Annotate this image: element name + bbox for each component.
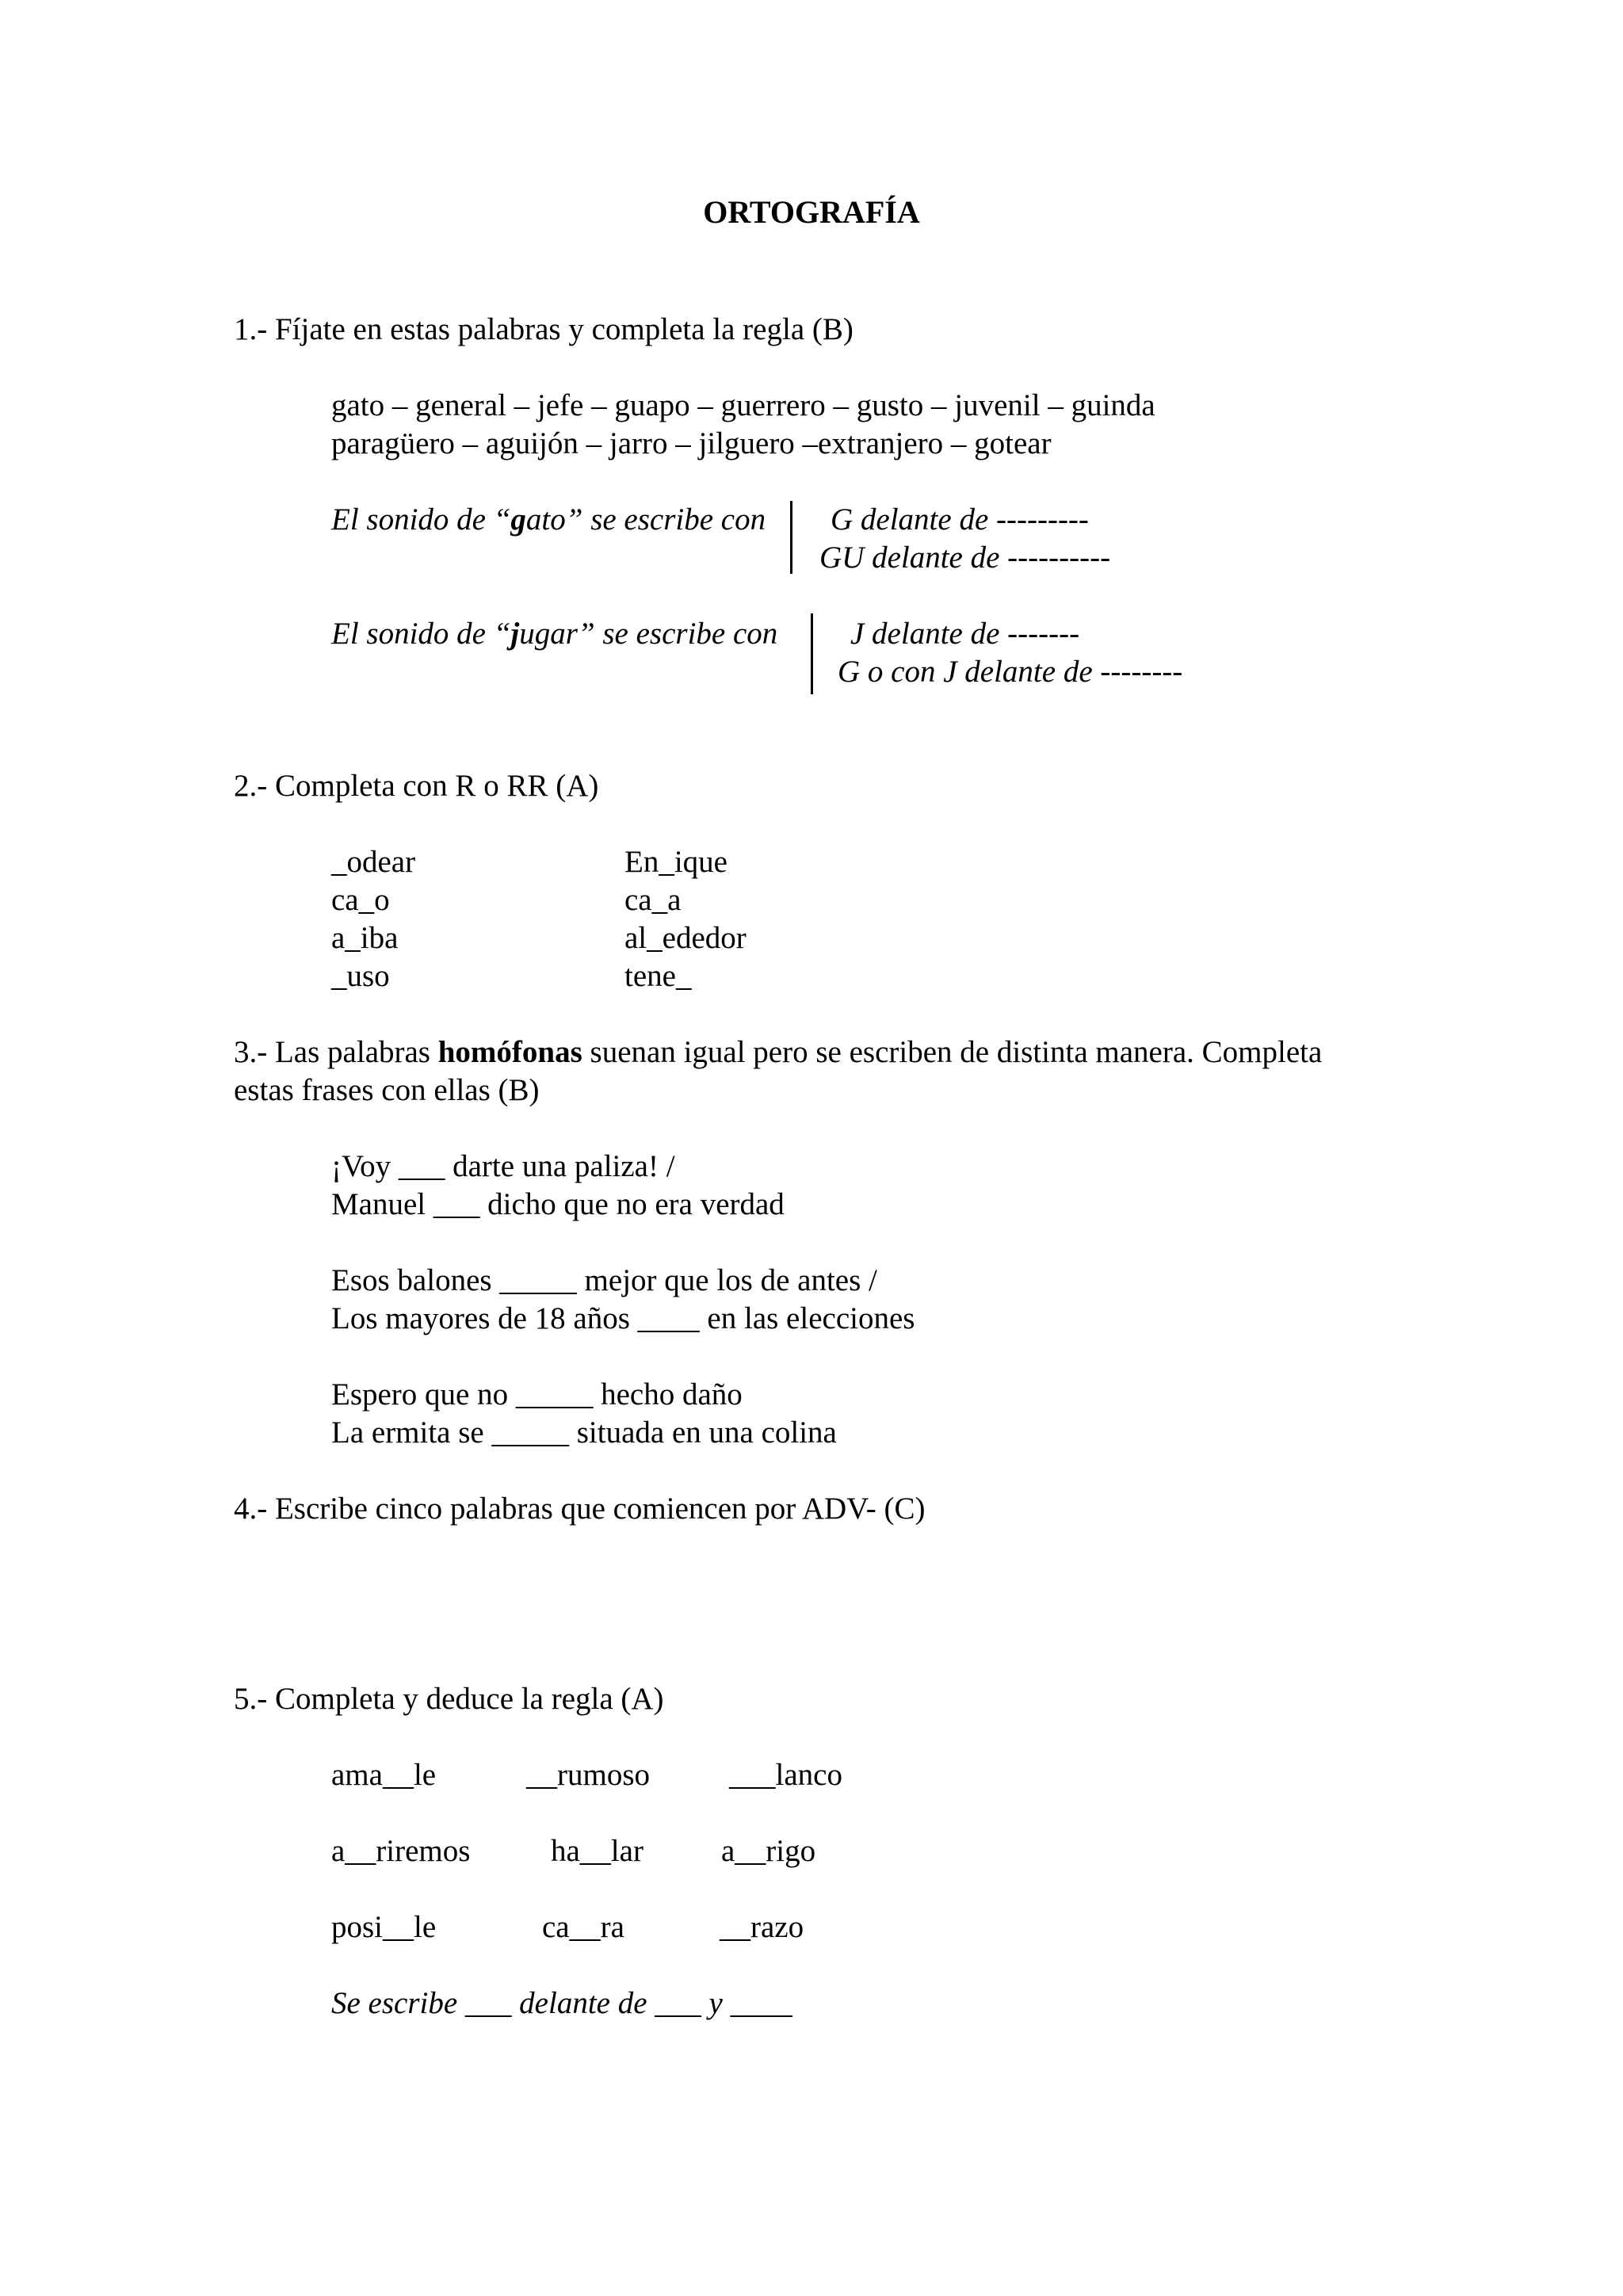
- q5-word: __rumoso: [526, 1758, 650, 1792]
- q1-rule-1-option-1: G delante de ---------: [831, 502, 1089, 537]
- q3-heading: 3.- Las palabras homófonas suenan igual pero se escriben de distinta manera. Completa: [234, 1035, 1323, 1069]
- q2-word: ca_a: [624, 883, 682, 917]
- q5-word: ama__le: [331, 1758, 437, 1792]
- q1-rule-1-option-2: GU delante de ----------: [819, 541, 1111, 575]
- q4-heading: 4.- Escribe cinco palabras que comiencen por ADV- (C): [234, 1492, 926, 1526]
- q3-heading-line-2: estas frases con ellas (B): [234, 1073, 540, 1107]
- q3-sentence: ¡Voy ___ darte una paliza! /: [331, 1149, 675, 1183]
- q3-sentence: Manuel ___ dicho que no era verdad: [331, 1187, 785, 1221]
- q1-rule-2-option-1: J delante de -------: [850, 617, 1080, 651]
- q5-word: a__rigo: [721, 1834, 816, 1868]
- q2-word: tene_: [624, 959, 692, 993]
- q3-sentence: La ermita se _____ situada en una colina: [331, 1415, 837, 1450]
- q3-sentence: Espero que no _____ hecho daño: [331, 1377, 743, 1412]
- q5-word: posi__le: [331, 1910, 437, 1944]
- page-title: ORTOGRAFÍA: [703, 194, 920, 230]
- q2-word: En_ique: [624, 845, 727, 879]
- q1-rule-1: El sonido de “gato” se escribe con: [331, 502, 766, 537]
- q1-rule-2-option-2: G o con J delante de --------: [838, 655, 1183, 689]
- q5-heading: 5.- Completa y deduce la regla (A): [234, 1682, 664, 1716]
- q2-heading: 2.- Completa con R o RR (A): [234, 769, 599, 803]
- q5-word: ha__lar: [551, 1834, 643, 1868]
- q5-word: __razo: [720, 1910, 804, 1944]
- q2-word: al_ededor: [624, 921, 747, 955]
- q5-rule: Se escribe ___ delante de ___ y ____: [331, 1986, 792, 2020]
- q1-rule-1-bracket: [790, 501, 792, 574]
- q2-word: _odear: [331, 845, 416, 879]
- q1-rule-2: El sonido de “jugar” se escribe con: [331, 617, 778, 651]
- q5-word: ___lanco: [729, 1758, 842, 1792]
- q2-word: _uso: [331, 959, 390, 993]
- q1-words-line-1: gato – general – jefe – guapo – guerrero – gusto – juvenil – guinda: [331, 388, 1155, 422]
- q3-sentence: Los mayores de 18 años ____ en las elecciones: [331, 1301, 915, 1335]
- q3-sentence: Esos balones _____ mejor que los de antes /: [331, 1263, 877, 1297]
- q5-word: a__riremos: [331, 1834, 471, 1868]
- q1-rule-2-bracket: [811, 613, 813, 694]
- q1-words-line-2: paragüero – aguijón – jarro – jilguero –extranjero – gotear: [331, 426, 1052, 460]
- q5-word: ca__ra: [542, 1910, 624, 1944]
- q1-heading: 1.- Fíjate en estas palabras y completa la regla (B): [234, 312, 854, 346]
- q2-word: ca_o: [331, 883, 390, 917]
- q2-word: a_iba: [331, 921, 399, 955]
